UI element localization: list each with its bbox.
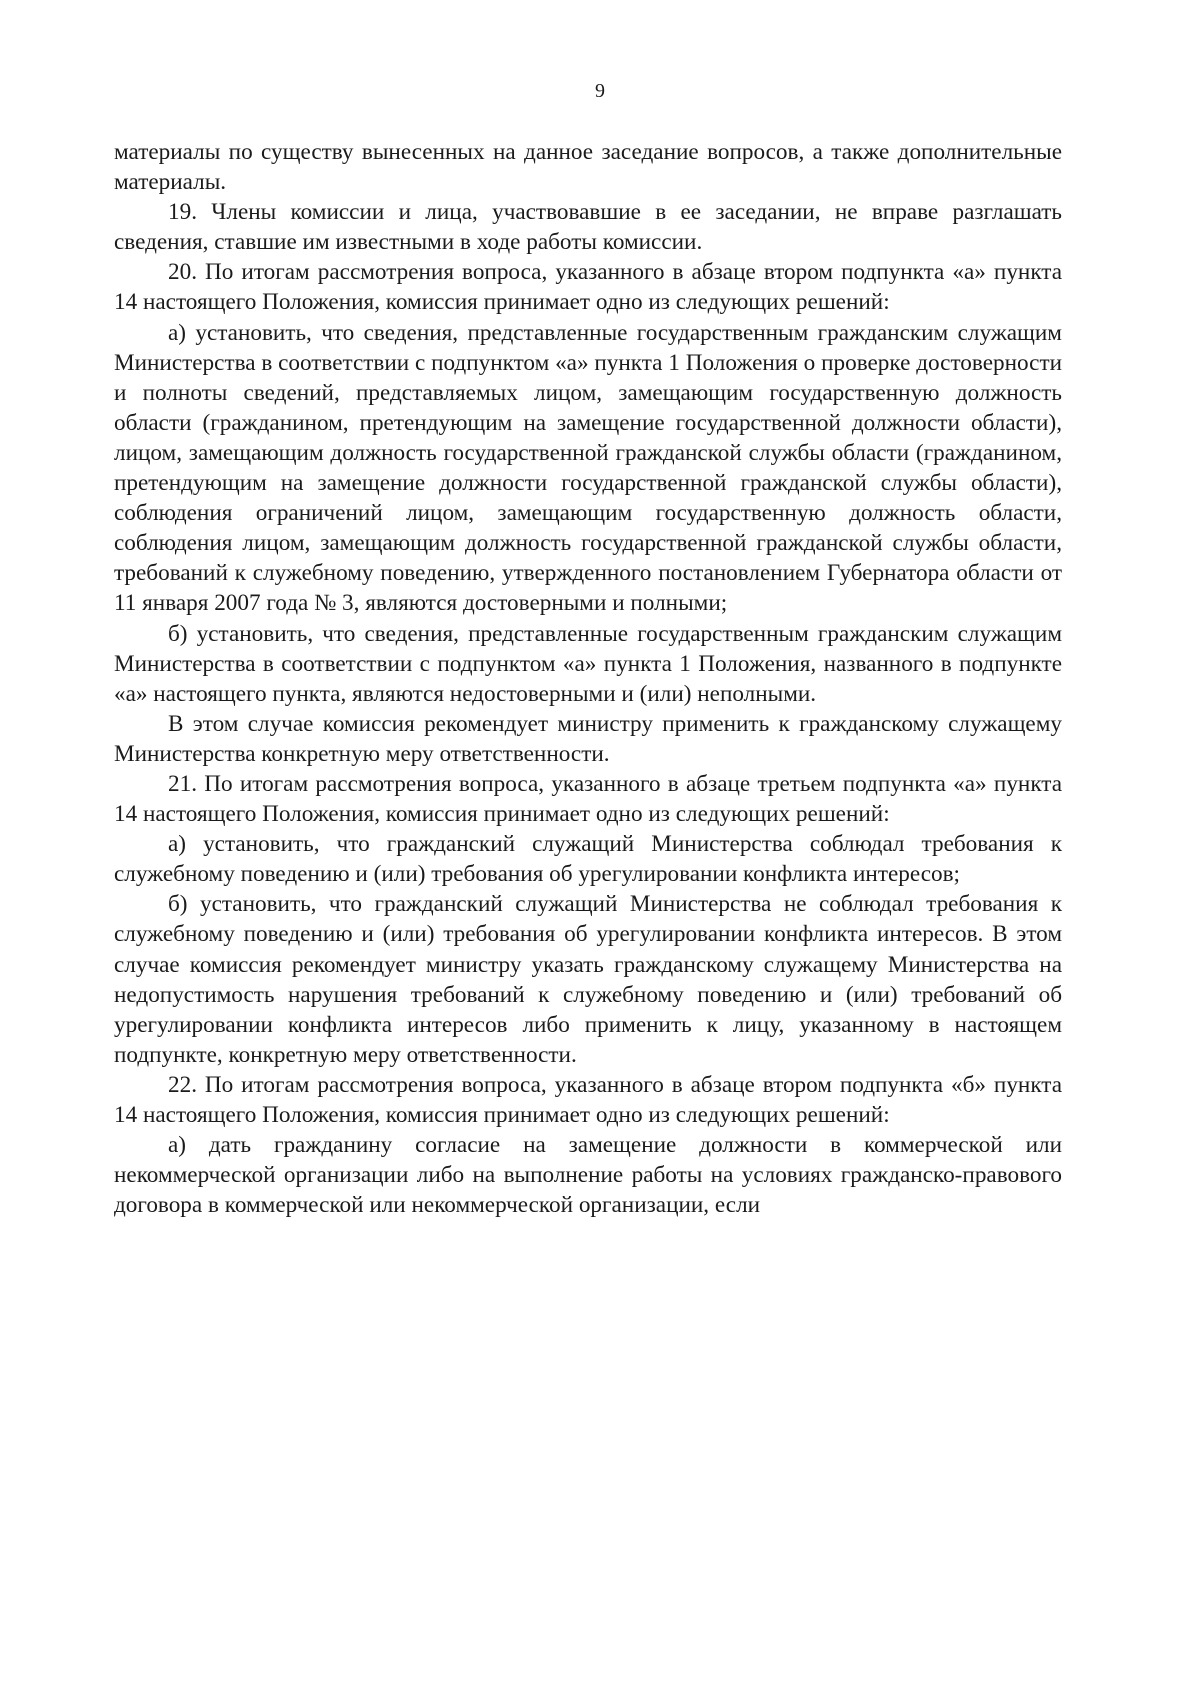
paragraph-item-20a: а) установить, что сведения, представленные государственным гражданским служащим Министерства в соответствии с подпунктом «а» пункта 1 Положения о проверке достоверности и полноты сведений, представляемых лицом, замещающим государственную должность области (гражданином, претендующим на замещение государственной должности области), лицом, замещающим должность государственной гражданской службы области (гражданином, претендующим на замещение должности государственной гражданской службы области), соблюдения ограничений лицом, замещающим государственную должность области, соблюдения лицом, замещающим должность государственной гражданской службы области, требований к служебному поведению, утвержденного постановлением Губернатора области от 11 января 2007 года № 3, являются достоверными и полными; bbox=[114, 319, 1062, 617]
document-body bbox=[114, 137, 1062, 1220]
paragraph-1: материалы по существу вынесенных на данное заседание вопросов, а также дополнительные материалы. bbox=[114, 139, 1062, 196]
page-number: 9 bbox=[595, 80, 605, 102]
paragraph-item-21: 21. По итогам рассмотрения вопроса, указанного в абзаце третьем подпункта «а» пункта 14 настоящего Положения, комиссия принимает одно из следующих решений: bbox=[114, 770, 1062, 828]
paragraph-item-20b: б) установить, что сведения, представленные государственным гражданским служащим Министерства в соответствии с подпунктом «а» пункта 1 Положения, названного в подпункте «а» настоящего пункта, являются недостоверными и (или) неполными. bbox=[114, 620, 1062, 707]
paragraph-item-20b-note: В этом случае комиссия рекомендует министру применить к гражданскому служащему Министерства конкретную меру ответственности. bbox=[114, 710, 1062, 767]
paragraph-item-19: 19. Члены комиссии и лица, участвовавшие в ее заседании, не вправе разглашать сведения, ставшие им известными в ходе работы комиссии. bbox=[114, 199, 1062, 256]
paragraph-item-22a: а) дать гражданину согласие на замещение должности в коммерческой или некоммерческой организации либо на выполнение работы на условиях гражданско-правового договора в коммерческой или некоммерческой организации, если bbox=[114, 1132, 1062, 1219]
paragraph-item-22: 22. По итогам рассмотрения вопроса, указанного в абзаце втором подпункта «б» пункта 14 настоящего Положения, комиссия принимает одно из следующих решений: bbox=[114, 1071, 1062, 1128]
paragraph-item-21a: а) установить, что гражданский служащий Министерства соблюдал требования к служебному поведению и (или) требования об урегулировании конфликта интересов; bbox=[114, 831, 1062, 888]
paragraph-item-21b: б) установить, что гражданский служащий Министерства не соблюдал требования к служебному поведению и (или) требования об урегулировании конфликта интересов. В этом случае комиссия рекомендует министру указать гражданскому служащему Министерства на недопустимость нарушения требований к служебному поведению и (или) требований об урегулировании конфликта интересов либо применить к лицу, указанному в настоящем подпункте, конкретную меру ответственности. bbox=[114, 891, 1062, 1068]
paragraph-item-20: 20. По итогам рассмотрения вопроса, указанного в абзаце втором подпункта «а» пункта 14 настоящего Положения, комиссия принимает одно из следующих решений: bbox=[114, 259, 1062, 316]
